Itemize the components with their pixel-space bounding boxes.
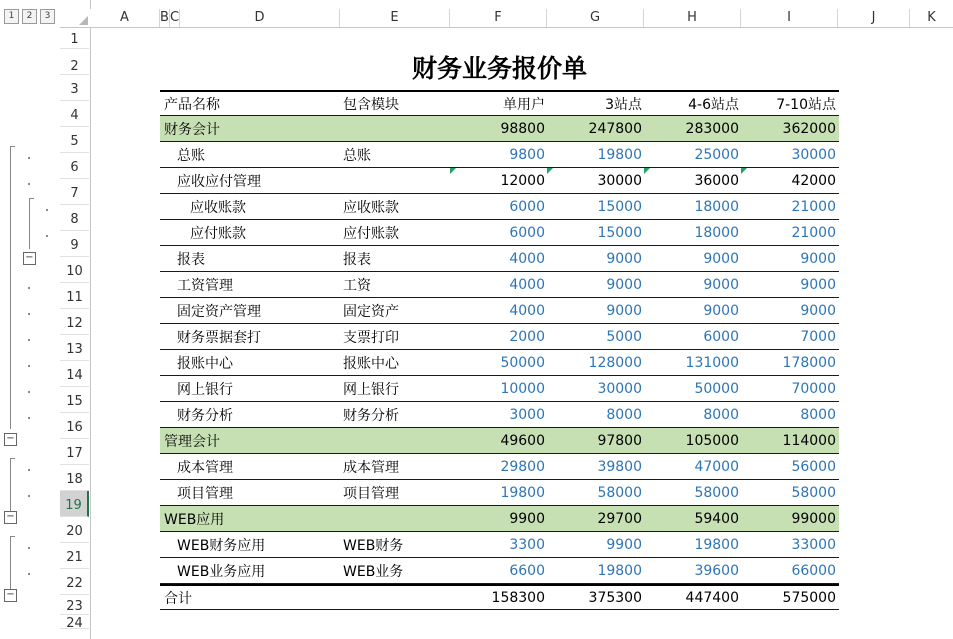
4-6-sites-price-cell[interactable]: 50000: [694, 380, 739, 397]
4-6-sites-price-cell[interactable]: 9000: [703, 302, 739, 319]
row-header-23[interactable]: 23: [60, 595, 89, 615]
outline-dot: [28, 547, 30, 549]
product-name-cell[interactable]: 应付账款: [190, 225, 246, 242]
module-cell[interactable]: 工资: [343, 277, 371, 294]
row-header-4[interactable]: 4: [60, 101, 89, 127]
outline-dot: [28, 417, 30, 419]
single-user-price-cell[interactable]: 3000: [509, 406, 545, 423]
column-header-f[interactable]: F: [450, 9, 547, 27]
single-user-price-cell[interactable]: 6600: [509, 562, 545, 579]
column-header-g[interactable]: G: [547, 9, 644, 27]
product-name-cell[interactable]: 财务票据套打: [177, 329, 261, 346]
single-user-price-cell[interactable]: 49600: [500, 432, 545, 449]
4-6-sites-price-cell[interactable]: 8000: [703, 406, 739, 423]
module-cell[interactable]: 报账中心: [343, 355, 399, 372]
row-header-21[interactable]: 21: [60, 543, 89, 569]
row-header-8[interactable]: 8: [60, 205, 89, 231]
4-6-sites-price-cell[interactable]: 9000: [703, 276, 739, 293]
table-row: [160, 246, 839, 272]
7-10-sites-price-cell[interactable]: 66000: [791, 562, 836, 579]
product-name-cell[interactable]: 固定资产管理: [177, 303, 261, 320]
single-user-price-cell[interactable]: 4000: [509, 302, 545, 319]
column-header-d[interactable]: D: [180, 9, 340, 27]
module-cell[interactable]: 报表: [343, 251, 371, 268]
3-sites-price-cell[interactable]: 29700: [597, 510, 642, 527]
outline-dot: [46, 235, 48, 237]
formula-warning-indicator: [450, 168, 456, 174]
table-row: [160, 454, 839, 480]
module-cell[interactable]: 总账: [343, 147, 371, 164]
single-user-price-cell[interactable]: 3300: [509, 536, 545, 553]
table-row: [160, 532, 839, 558]
single-user-price-cell[interactable]: 12000: [500, 172, 545, 189]
header-4-6-sites[interactable]: 4-6站点: [688, 96, 739, 113]
table-row: [160, 272, 839, 298]
3-sites-price-cell[interactable]: 30000: [597, 172, 642, 189]
table-row: [160, 506, 839, 532]
outline-dot: [28, 495, 30, 497]
7-10-sites-price-cell[interactable]: 33000: [791, 536, 836, 553]
outline-level-3-button[interactable]: 3: [40, 9, 55, 24]
module-cell[interactable]: 项目管理: [343, 485, 399, 502]
4-6-sites-price-cell[interactable]: 105000: [685, 432, 739, 449]
single-user-price-cell[interactable]: 98800: [500, 120, 545, 137]
column-header-a[interactable]: A: [90, 9, 160, 27]
product-name-cell[interactable]: 管理会计: [164, 433, 220, 450]
column-header-h[interactable]: H: [644, 9, 741, 27]
table-row: [160, 116, 839, 142]
column-header-bar: [60, 9, 953, 28]
3-sites-price-cell[interactable]: 9000: [606, 302, 642, 319]
4-6-sites-price-cell[interactable]: 447400: [685, 589, 739, 606]
module-cell[interactable]: 应收账款: [343, 199, 399, 216]
product-name-cell[interactable]: 应收应付管理: [177, 173, 261, 190]
table-row: [160, 142, 839, 168]
row-header-13[interactable]: 13: [60, 335, 89, 361]
outline-bracket-web: [10, 536, 15, 589]
header-3-sites[interactable]: 3站点: [605, 96, 642, 113]
4-6-sites-price-cell[interactable]: 47000: [694, 458, 739, 475]
7-10-sites-price-cell[interactable]: 362000: [782, 120, 836, 137]
row-header-2[interactable]: 2: [60, 49, 89, 75]
row-header-24[interactable]: 24: [60, 615, 89, 629]
single-user-price-cell[interactable]: 10000: [500, 380, 545, 397]
4-6-sites-price-cell[interactable]: 25000: [694, 146, 739, 163]
formula-warning-indicator: [644, 168, 650, 174]
row-header-14[interactable]: 14: [60, 361, 89, 387]
single-user-price-cell[interactable]: 19800: [500, 484, 545, 501]
7-10-sites-price-cell[interactable]: 9000: [800, 302, 836, 319]
7-10-sites-price-cell[interactable]: 30000: [791, 146, 836, 163]
4-6-sites-price-cell[interactable]: 18000: [694, 224, 739, 241]
table-row: [160, 402, 839, 428]
7-10-sites-price-cell[interactable]: 178000: [782, 354, 836, 371]
outline-dot: [28, 183, 30, 185]
product-name-cell[interactable]: WEB财务应用: [177, 537, 266, 554]
table-row: [160, 194, 839, 220]
outline-bracket-mgmt: [10, 458, 15, 511]
outline-dot: [28, 469, 30, 471]
7-10-sites-price-cell[interactable]: 56000: [791, 458, 836, 475]
single-user-price-cell[interactable]: 4000: [509, 276, 545, 293]
select-all-corner[interactable]: [60, 9, 90, 27]
3-sites-price-cell[interactable]: 19800: [597, 146, 642, 163]
column-header-k[interactable]: K: [927, 10, 936, 25]
7-10-sites-price-cell[interactable]: 114000: [782, 432, 836, 449]
header-product-name[interactable]: 产品名称: [164, 96, 220, 113]
table-row: [160, 324, 839, 350]
row-header-19[interactable]: 19: [60, 491, 89, 517]
3-sites-price-cell[interactable]: 247800: [588, 120, 642, 137]
row-header-7[interactable]: 7: [60, 179, 89, 205]
3-sites-price-cell[interactable]: 9000: [606, 276, 642, 293]
4-6-sites-price-cell[interactable]: 6000: [703, 328, 739, 345]
outline-dot: [28, 339, 30, 341]
collapse-web-button[interactable]: −: [4, 589, 17, 602]
7-10-sites-price-cell[interactable]: 21000: [791, 224, 836, 241]
row-header-6[interactable]: 6: [60, 153, 89, 179]
outline-bracket-finance: [10, 146, 15, 429]
row-header-15[interactable]: 15: [60, 387, 89, 413]
7-10-sites-price-cell[interactable]: 7000: [800, 328, 836, 345]
row-header-20[interactable]: 20: [60, 517, 89, 543]
4-6-sites-price-cell[interactable]: 39600: [694, 562, 739, 579]
table-row: [160, 298, 839, 324]
header-single-user[interactable]: 单用户: [503, 96, 545, 113]
4-6-sites-price-cell[interactable]: 19800: [694, 536, 739, 553]
4-6-sites-price-cell[interactable]: 59400: [694, 510, 739, 527]
row-header-1[interactable]: 1: [60, 27, 89, 49]
module-cell[interactable]: WEB财务: [343, 537, 404, 554]
table-row: [160, 428, 839, 454]
table-row: [160, 584, 839, 610]
column-header-c[interactable]: C: [170, 10, 180, 25]
product-name-cell[interactable]: WEB应用: [164, 511, 225, 528]
product-name-cell[interactable]: 应收账款: [190, 199, 246, 216]
row-header-5[interactable]: 5: [60, 127, 89, 153]
column-header-b[interactable]: B: [160, 10, 169, 25]
product-name-cell[interactable]: 财务分析: [177, 407, 233, 424]
formula-warning-indicator: [547, 168, 553, 174]
row-header-11[interactable]: 11: [60, 283, 89, 309]
product-name-cell[interactable]: 成本管理: [177, 459, 233, 476]
module-cell[interactable]: 应付账款: [343, 225, 399, 242]
single-user-price-cell[interactable]: 4000: [509, 250, 545, 267]
3-sites-price-cell[interactable]: 15000: [597, 198, 642, 215]
module-cell[interactable]: WEB业务: [343, 563, 404, 580]
3-sites-price-cell[interactable]: 97800: [597, 432, 642, 449]
4-6-sites-price-cell[interactable]: 36000: [694, 172, 739, 189]
3-sites-price-cell[interactable]: 8000: [606, 406, 642, 423]
3-sites-price-cell[interactable]: 15000: [597, 224, 642, 241]
table-row: [160, 480, 839, 506]
single-user-price-cell[interactable]: 6000: [509, 198, 545, 215]
3-sites-price-cell[interactable]: 128000: [588, 354, 642, 371]
7-10-sites-price-cell[interactable]: 21000: [791, 198, 836, 215]
outline-bracket-ar-ap: [29, 198, 34, 249]
3-sites-price-cell[interactable]: 39800: [597, 458, 642, 475]
row-header-18[interactable]: 18: [60, 465, 89, 491]
7-10-sites-price-cell[interactable]: 575000: [782, 589, 836, 606]
3-sites-price-cell[interactable]: 375300: [588, 589, 642, 606]
table-row: [160, 350, 839, 376]
single-user-price-cell[interactable]: 29800: [500, 458, 545, 475]
header-module[interactable]: 包含模块: [343, 96, 399, 113]
table-header-row: [160, 90, 839, 116]
product-name-cell[interactable]: WEB业务应用: [177, 563, 266, 580]
row-header-10[interactable]: 10: [60, 257, 89, 283]
single-user-price-cell[interactable]: 9900: [509, 510, 545, 527]
single-user-price-cell[interactable]: 2000: [509, 328, 545, 345]
product-name-cell[interactable]: 合计: [164, 590, 192, 607]
4-6-sites-price-cell[interactable]: 18000: [694, 198, 739, 215]
7-10-sites-price-cell[interactable]: 9000: [800, 276, 836, 293]
column-header-e[interactable]: E: [340, 9, 450, 27]
header-7-10-sites[interactable]: 7-10站点: [776, 96, 836, 113]
3-sites-price-cell[interactable]: 9900: [606, 536, 642, 553]
product-name-cell[interactable]: 网上银行: [177, 381, 233, 398]
formula-warning-indicator: [741, 168, 747, 174]
module-cell[interactable]: 网上银行: [343, 381, 399, 398]
outline-dot: [28, 391, 30, 393]
module-cell[interactable]: 固定资产: [343, 303, 399, 320]
outline-dot: [28, 365, 30, 367]
7-10-sites-price-cell[interactable]: 8000: [800, 406, 836, 423]
collapse-mgmt-button[interactable]: −: [4, 511, 17, 524]
row-header-3[interactable]: 3: [60, 75, 89, 101]
table-row: [160, 376, 839, 402]
3-sites-price-cell[interactable]: 30000: [597, 380, 642, 397]
column-header-j[interactable]: J: [838, 9, 910, 27]
4-6-sites-price-cell[interactable]: 283000: [685, 120, 739, 137]
product-name-cell[interactable]: 报表: [177, 251, 205, 268]
outline-level-1-button[interactable]: 1: [4, 9, 19, 24]
outline-dot: [28, 313, 30, 315]
single-user-price-cell[interactable]: 158300: [491, 589, 545, 606]
outline-dot: [28, 287, 30, 289]
7-10-sites-price-cell[interactable]: 99000: [791, 510, 836, 527]
3-sites-price-cell[interactable]: 19800: [597, 562, 642, 579]
row-header-9[interactable]: 9: [60, 231, 89, 257]
sheet-title[interactable]: 财务业务报价单: [411, 54, 587, 83]
column-header-i[interactable]: I: [741, 9, 838, 27]
outline-bar: [0, 0, 61, 639]
7-10-sites-price-cell[interactable]: 9000: [800, 250, 836, 267]
collapse-finance-button[interactable]: −: [4, 433, 17, 446]
outline-level-2-button[interactable]: 2: [22, 9, 37, 24]
module-cell[interactable]: 财务分析: [343, 407, 399, 424]
4-6-sites-price-cell[interactable]: 58000: [694, 484, 739, 501]
table-row: [160, 558, 839, 584]
module-cell[interactable]: 支票打印: [343, 329, 399, 346]
collapse-ar-ap-button[interactable]: −: [23, 252, 36, 265]
module-cell[interactable]: 成本管理: [343, 459, 399, 476]
3-sites-price-cell[interactable]: 58000: [597, 484, 642, 501]
row-header-22[interactable]: 22: [60, 569, 89, 595]
row-header-16[interactable]: 16: [60, 413, 89, 439]
product-name-cell[interactable]: 总账: [177, 147, 205, 164]
3-sites-price-cell[interactable]: 5000: [606, 328, 642, 345]
single-user-price-cell[interactable]: 50000: [500, 354, 545, 371]
row-header-17[interactable]: 17: [60, 439, 89, 465]
product-name-cell[interactable]: 报账中心: [177, 355, 233, 372]
outline-dot: [28, 573, 30, 575]
table-row: [160, 168, 839, 194]
product-name-cell[interactable]: 工资管理: [177, 277, 233, 294]
single-user-price-cell[interactable]: 6000: [509, 224, 545, 241]
7-10-sites-price-cell[interactable]: 42000: [791, 172, 836, 189]
4-6-sites-price-cell[interactable]: 9000: [703, 250, 739, 267]
product-name-cell[interactable]: 项目管理: [177, 485, 233, 502]
single-user-price-cell[interactable]: 9800: [509, 146, 545, 163]
7-10-sites-price-cell[interactable]: 58000: [791, 484, 836, 501]
3-sites-price-cell[interactable]: 9000: [606, 250, 642, 267]
outline-dot: [28, 157, 30, 159]
7-10-sites-price-cell[interactable]: 70000: [791, 380, 836, 397]
outline-dot: [46, 209, 48, 211]
product-name-cell[interactable]: 财务会计: [164, 121, 220, 138]
row-header-12[interactable]: 12: [60, 309, 89, 335]
4-6-sites-price-cell[interactable]: 131000: [685, 354, 739, 371]
table-row: [160, 220, 839, 246]
